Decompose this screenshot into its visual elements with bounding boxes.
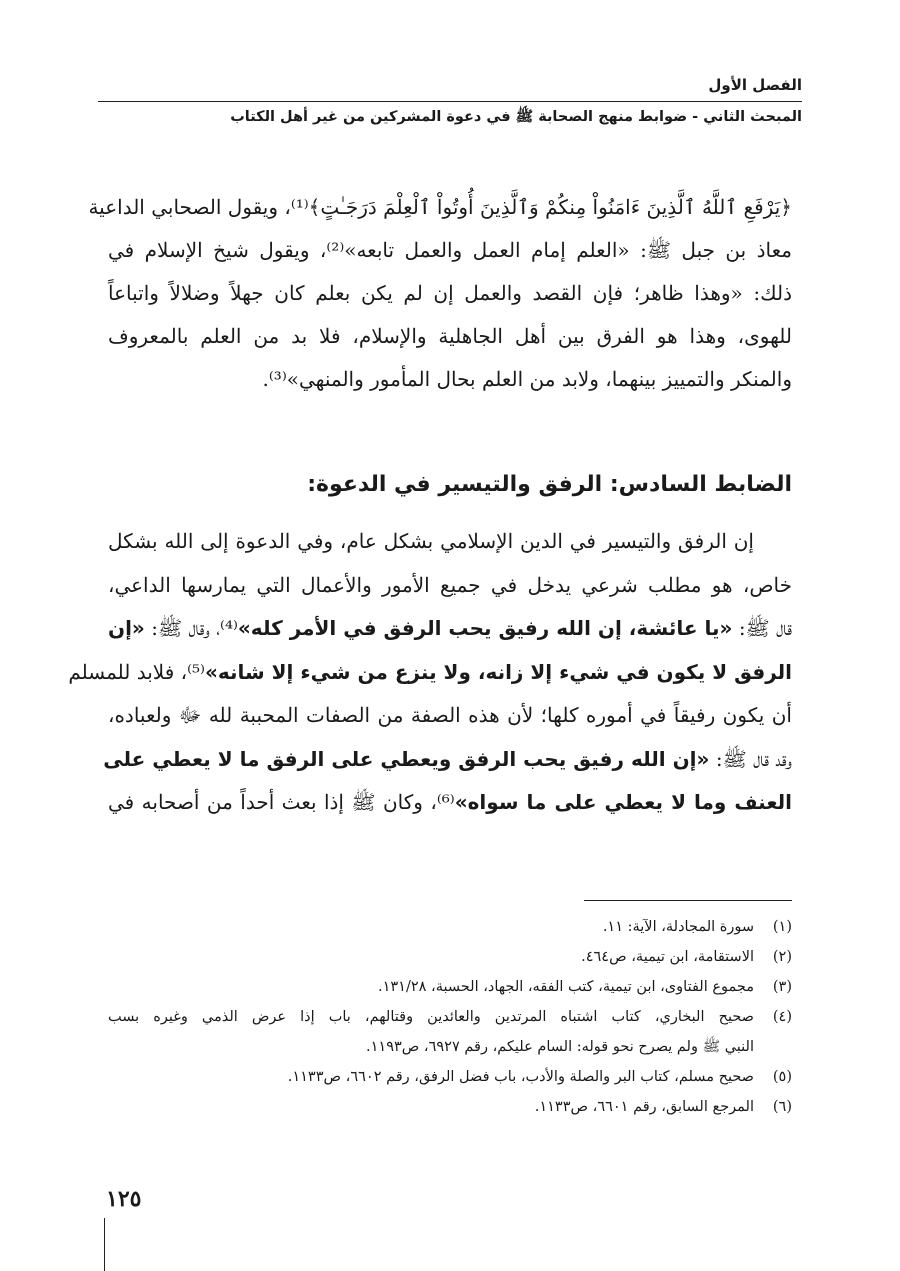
footnote-line: النبي ﷺ ولم يصرح نحو قوله: السام عليكم، رقم ٦٩٢٧، ص١١٩٣. (366, 1039, 754, 1055)
text-line: ﴿يَرْفَعِ ٱللَّهُ ٱلَّذِينَ ءَامَنُواْ مِنكُمْ وَٱلَّذِينَ أُوتُواْ ٱلْعِلْمَ دَرَجَـٰتٍ﴾⁽¹⁾، ويقول الصحابي الداعية (88, 195, 792, 219)
section-heading: الضابط السادس: الرفق والتيسير في الدعوة: (307, 472, 792, 497)
footnote-number: (٦) (772, 1099, 792, 1115)
footnote-text: المرجع السابق، رقم ٦٦٠١، ص١١٣٣. (534, 1099, 754, 1115)
footnote-text: سورة المجادلة، الآية: ١١. (602, 919, 754, 935)
page-number: ١٢٥ (106, 1186, 142, 1212)
header-rule (98, 101, 802, 102)
hadith-text: الرفق لا يكون في شيء إلا زانه، ولا ينزع من شيء إلا شانه» (204, 659, 792, 684)
footnote-text: مجموع الفتاوى، ابن تيمية، كتب الفقه، الجهاد، الحسبة، ١٣١/٢٨. (378, 979, 754, 995)
text-line (108, 781, 792, 825)
footnote-line: صحيح البخاري، كتاب اشتباه المرتدين والعائدين وقتالهم، باب إذا عرض الذمي وغيره بسب (108, 1009, 754, 1025)
text-line: والمنكر والتمييز بينهما، ولابد من العلم بحال المأمور والمنهي»⁽³⁾. (262, 367, 792, 391)
footnote-text (108, 1002, 754, 1062)
footnote (108, 942, 792, 972)
text-line: خاص، هو مطلب شرعي يدخل في جميع الأمور والأعمال التي يمارسها الداعي، (108, 572, 792, 597)
footnote (108, 1062, 792, 1092)
hadith-text: «يا عائشة، إن الله رفيق يحب الرفق في الأمر كله» (237, 616, 733, 640)
footnote-number: (٥) (772, 1069, 792, 1085)
footnote-number: (٢) (772, 949, 792, 965)
running-header-section: المبحث الثاني - ضوابط منهج الصحابة ﷺ في دعوة المشركين من غير أهل الكتاب (230, 109, 802, 125)
text-run: ⁽⁵⁾، فلابد للمسلم (68, 659, 205, 684)
text-run: وقد قال ﷺ: (709, 746, 792, 771)
footnote (108, 1092, 792, 1122)
footnote-text: الاستقامة، ابن تيمية، ص٤٦٤. (581, 949, 754, 965)
hadith-text: «إن الله رفيق يحب الرفق ويعطي على الرفق ما لا يعطي على (103, 746, 710, 771)
paragraph-quran-and-knowledge (88, 186, 792, 401)
footnote-number: (١) (772, 919, 792, 935)
text-run: ⁽⁴⁾، وقال ﷺ: (144, 616, 238, 640)
text-line: ذلك: «وهذا ظاهر؛ فإن القصد والعمل إن لم يكن بعلم كان جهلاً وضلالاً واتباعاً (108, 281, 792, 305)
hadith-text: «إن (108, 616, 145, 640)
text-run: ⁽⁶⁾، وكان ﷺ إذا بعث أحداً من أصحابه في (108, 790, 455, 814)
paragraph-gentleness (68, 520, 793, 825)
running-header-chapter: الفصل الأول (708, 76, 802, 94)
text-line: معاذ بن جبل ﷺ: «العلم إمام العمل والعمل تابعه»⁽²⁾، ويقول شيخ الإسلام في (108, 238, 792, 262)
footnote (108, 912, 792, 942)
margin-line (104, 1218, 105, 1271)
text-line: أن يكون رفيقاً في أموره كلها؛ لأن هذه الصفة من الصفات المحببة لله ﷻ ولعباده، (108, 703, 792, 727)
text-run: قال ﷺ: (732, 616, 793, 640)
footnote-number: (٣) (772, 979, 792, 995)
text-line (108, 607, 792, 651)
text-line (103, 738, 792, 782)
footnote-text: صحيح مسلم، كتاب البر والصلة والأدب، باب فضل الرفق، رقم ٦٦٠٢، ص١١٣٣. (287, 1069, 754, 1085)
footnote (108, 1002, 792, 1062)
footnote-number: (٤) (772, 1009, 792, 1025)
text-line (68, 651, 792, 695)
footnote-separator (584, 900, 792, 901)
footnotes (108, 912, 792, 1122)
hadith-text: العنف وما لا يعطي على ما سواه» (454, 790, 793, 814)
text-line: للهوى، وهذا هو الفرق بين أهل الجاهلية والإسلام، فلا بد من العلم بالمعروف (108, 324, 792, 348)
footnote (108, 972, 792, 1002)
text-line: إن الرفق والتيسير في الدين الإسلامي بشكل عام، وفي الدعوة إلى الله بشكل (108, 529, 754, 553)
